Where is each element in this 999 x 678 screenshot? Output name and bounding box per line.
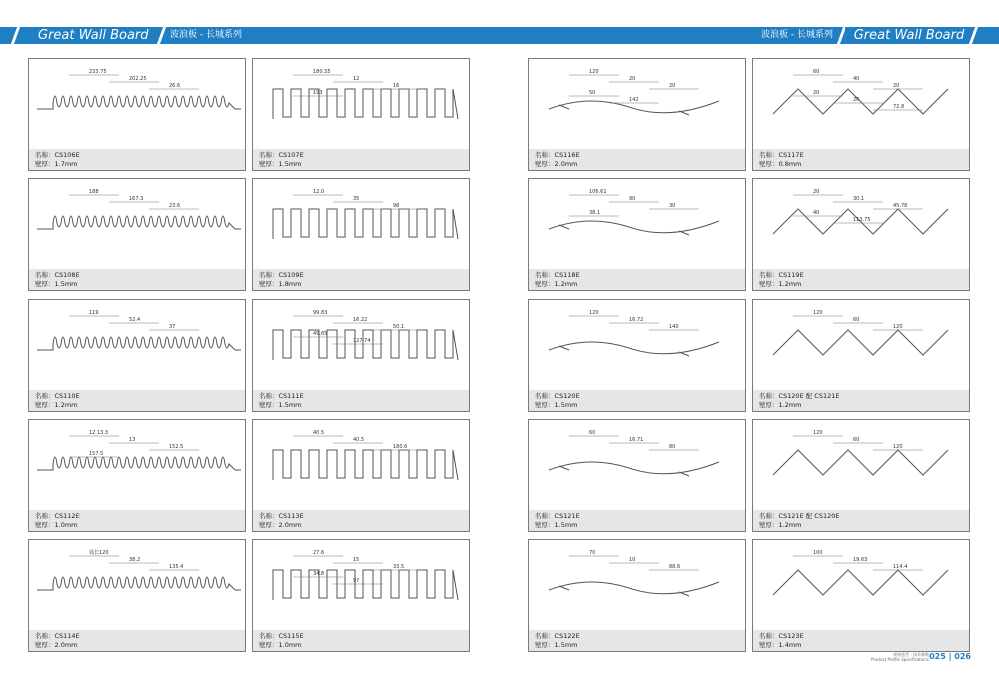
card-caption: [29, 510, 245, 531]
profile-card: [252, 178, 470, 291]
dimension-label: 40: [813, 210, 820, 216]
profile-drawing: [29, 179, 247, 269]
dimension-label: 45.78: [893, 203, 908, 209]
profile-name: 名称：CS115E: [259, 632, 304, 640]
card-caption: [253, 390, 469, 411]
dimension-label: 98: [393, 203, 400, 209]
profile-card: [528, 419, 746, 532]
profile-thickness: 壁厚：2.0mm: [35, 641, 78, 649]
dimension-label: 52.4: [129, 317, 141, 323]
dimension-label: 60: [589, 430, 596, 436]
profile-card: [752, 419, 970, 532]
card-caption: [753, 510, 969, 531]
card-caption: [753, 269, 969, 290]
profile-thickness: 壁厚：1.5mm: [535, 521, 578, 529]
profile-outline: [37, 216, 241, 229]
profile-name: 名称：CS118E: [535, 271, 580, 279]
profile-card: [252, 299, 470, 412]
dimension-label: 70: [589, 550, 596, 556]
profile-name: 名称：CS120E 配 CS121E: [759, 392, 840, 400]
dimension-label: 97: [353, 578, 360, 584]
dimension-label: 114.4: [893, 564, 908, 570]
dimension-label: 119: [89, 310, 99, 316]
profile-name: 名称：CS114E: [35, 632, 80, 640]
dimension-label: 16.72: [629, 317, 644, 323]
dimension-label: 140: [669, 324, 679, 330]
dimension-label: 33.5: [393, 564, 405, 570]
dimension-label: 38.2: [129, 557, 141, 563]
profile-drawing: [253, 179, 471, 269]
dimension-label: 20: [893, 83, 900, 89]
card-caption: [253, 510, 469, 531]
dimension-label: 12: [353, 76, 360, 82]
dimension-label: 40: [853, 76, 860, 82]
dimension-label: 152.5: [169, 444, 184, 450]
dimension-label: 弧长120: [89, 550, 109, 556]
dimension-label: 167.3: [129, 196, 144, 202]
dimension-label: 15: [353, 557, 360, 563]
card-caption: [753, 390, 969, 411]
profile-card: [252, 419, 470, 532]
profile-outline: [773, 330, 948, 355]
profile-thickness: 壁厚：1.7mm: [35, 160, 78, 168]
profile-card: [28, 178, 246, 291]
dimension-label: 157.5: [89, 451, 104, 457]
dimension-label: 40.5: [353, 437, 365, 443]
profile-outline: [773, 450, 948, 475]
profile-name: 名称：CS111E: [259, 392, 304, 400]
profile-drawing: [753, 300, 971, 390]
dimension-label: 90: [629, 196, 636, 202]
profile-drawing: [29, 300, 247, 390]
profile-name: 名称：CS107E: [259, 151, 304, 159]
profile-thickness: 壁厚：1.2mm: [759, 401, 802, 409]
dimension-label: 113.75: [853, 217, 871, 223]
profile-thickness: 壁厚：1.5mm: [259, 160, 302, 168]
dimension-label: 20: [629, 76, 636, 82]
profile-card: [752, 299, 970, 412]
dimension-label: 120: [589, 69, 599, 75]
dimension-label: 13: [129, 437, 136, 443]
header-right-subtitle: 波浪板 - 长城系列: [761, 30, 833, 40]
dimension-label: 10: [629, 557, 636, 563]
card-caption: [529, 390, 745, 411]
page-numbers: 025 | 026: [929, 652, 971, 661]
profile-thickness: 壁厚：1.8mm: [259, 280, 302, 288]
dimension-label: 16.22: [353, 317, 368, 323]
profile-outline: [37, 457, 241, 470]
dimension-label: 60: [853, 317, 860, 323]
dimension-label: 38.1: [589, 210, 601, 216]
profile-drawing: [529, 179, 747, 269]
profile-thickness: 壁厚：2.0mm: [259, 521, 302, 529]
dimension-label: 50.1: [393, 324, 405, 330]
dimension-label: 88.6: [669, 564, 681, 570]
dimension-label: 120: [893, 324, 903, 330]
profile-drawing: [529, 59, 747, 149]
profile-outline: [549, 582, 719, 596]
header-left-subtitle: 波浪板 - 长城系列: [170, 30, 242, 40]
footer-note-line2: Product Profile Specifications: [871, 657, 929, 662]
profile-drawing: [753, 179, 971, 269]
dimension-label: 12.0: [313, 189, 325, 195]
header-right-title: Great Wall Board: [845, 27, 973, 44]
profile-card: [752, 178, 970, 291]
dimension-label: 120: [813, 310, 823, 316]
profile-name: 名称：CS120E: [535, 392, 580, 400]
card-caption: [529, 630, 745, 651]
dimension-label: 35: [353, 196, 360, 202]
card-caption: [753, 149, 969, 170]
profile-drawing: [529, 540, 747, 630]
card-caption: [529, 149, 745, 170]
profile-card: [28, 299, 246, 412]
dimension-label: 23.6: [169, 203, 181, 209]
dimension-label: 20: [669, 83, 676, 89]
profile-thickness: 壁厚：1.5mm: [259, 401, 302, 409]
dimension-label: 40.5: [313, 430, 325, 436]
dimension-label: 20: [853, 97, 860, 103]
dimension-label: 34.8: [313, 571, 325, 577]
dimension-label: 127.74: [353, 338, 371, 344]
profile-card: [528, 299, 746, 412]
dimension-label: 180.35: [313, 69, 331, 75]
profile-card: [252, 539, 470, 652]
dimension-label: 142: [629, 97, 639, 103]
dimension-label: 100: [813, 550, 823, 556]
profile-name: 名称：CS117E: [759, 151, 804, 159]
dimension-label: 80: [669, 444, 676, 450]
dimension-label: 202.25: [129, 76, 147, 82]
profile-outline: [273, 89, 458, 119]
dimension-label: 16: [393, 83, 400, 89]
profile-drawing: [753, 420, 971, 510]
dimension-label: 72.8: [893, 104, 905, 110]
dimension-label: 60: [853, 437, 860, 443]
profile-name: 名称：CS106E: [35, 151, 80, 159]
profile-thickness: 壁厚：1.2mm: [35, 401, 78, 409]
profile-card: [28, 419, 246, 532]
header-left-title: Great Wall Board: [22, 27, 150, 44]
profile-name: 名称：CS116E: [535, 151, 580, 159]
profile-outline: [549, 221, 719, 235]
profile-outline: [549, 342, 719, 356]
profile-card: [752, 539, 970, 652]
profile-outline: [549, 462, 719, 476]
dimension-label: 120: [813, 430, 823, 436]
dimension-label: 120: [589, 310, 599, 316]
card-caption: [29, 269, 245, 290]
profile-outline: [273, 570, 458, 600]
profile-drawing: [253, 540, 471, 630]
profile-card: [528, 539, 746, 652]
dimension-label: 106.61: [589, 189, 607, 195]
dimension-label: 120: [893, 444, 903, 450]
dimension-label: 135.4: [169, 564, 184, 570]
profile-outline: [273, 209, 458, 239]
dimension-label: 12 13.3: [89, 430, 109, 436]
profile-card: [528, 58, 746, 171]
dimension-label: 37: [169, 324, 176, 330]
card-caption: [253, 269, 469, 290]
card-caption: [529, 510, 745, 531]
profile-outline: [273, 450, 458, 480]
dimension-label: 30.1: [853, 196, 865, 202]
profile-thickness: 壁厚：1.5mm: [35, 280, 78, 288]
profile-thickness: 壁厚：1.0mm: [35, 521, 78, 529]
profile-drawing: [753, 540, 971, 630]
profile-name: 名称：CS121E: [535, 512, 580, 520]
profile-card: [28, 539, 246, 652]
profile-drawing: [253, 420, 471, 510]
profile-drawing: [529, 420, 747, 510]
dimension-label: 49.65: [313, 331, 328, 337]
card-caption: [29, 630, 245, 651]
profile-thickness: 壁厚：1.2mm: [759, 280, 802, 288]
profile-drawing: [253, 59, 471, 149]
dimension-label: 233.75: [89, 69, 107, 75]
profile-drawing: [753, 59, 971, 149]
profile-name: 名称：CS108E: [35, 271, 80, 279]
profile-thickness: 壁厚：0.8mm: [759, 160, 802, 168]
profile-drawing: [29, 420, 247, 510]
profile-outline: [773, 570, 948, 595]
dimension-label: 20: [813, 189, 820, 195]
profile-thickness: 壁厚：1.2mm: [535, 280, 578, 288]
footer-note-line1: 规格选型 · 技术参数: [893, 652, 929, 657]
profile-name: 名称：CS110E: [35, 392, 80, 400]
card-caption: [29, 149, 245, 170]
card-caption: [253, 149, 469, 170]
profile-card: [528, 178, 746, 291]
profile-name: 名称：CS113E: [259, 512, 304, 520]
profile-drawing: [529, 300, 747, 390]
dimension-label: 16.71: [629, 437, 644, 443]
dimension-label: 19.63: [853, 557, 868, 563]
profile-thickness: 壁厚：1.2mm: [759, 521, 802, 529]
card-caption: [253, 630, 469, 651]
dimension-label: 180.6: [393, 444, 408, 450]
dimension-label: 50: [589, 90, 596, 96]
profile-name: 名称：CS109E: [259, 271, 304, 279]
profile-name: 名称：CS121E 配 CS120E: [759, 512, 840, 520]
profile-thickness: 壁厚：2.0mm: [535, 160, 578, 168]
profile-drawing: [29, 540, 247, 630]
profile-name: 名称：CS119E: [759, 271, 804, 279]
card-caption: [753, 630, 969, 651]
profile-outline: [273, 330, 458, 360]
profile-outline: [37, 96, 241, 109]
profile-name: 名称：CS112E: [35, 512, 80, 520]
profile-drawing: [253, 300, 471, 390]
footer-note: [871, 652, 929, 662]
dimension-label: 27.6: [313, 550, 325, 556]
profile-card: [252, 58, 470, 171]
card-caption: [29, 390, 245, 411]
dimension-label: 188: [89, 189, 99, 195]
profile-thickness: 壁厚：1.5mm: [535, 641, 578, 649]
profile-drawing: [29, 59, 247, 149]
profile-thickness: 壁厚：1.4mm: [759, 641, 802, 649]
profile-card: [752, 58, 970, 171]
card-caption: [529, 269, 745, 290]
profile-outline: [37, 337, 241, 350]
profile-card: [28, 58, 246, 171]
profile-name: 名称：CS122E: [535, 632, 580, 640]
dimension-label: 20: [813, 90, 820, 96]
profile-thickness: 壁厚：1.0mm: [259, 641, 302, 649]
dimension-label: 30: [669, 203, 676, 209]
profile-name: 名称：CS123E: [759, 632, 804, 640]
profile-thickness: 壁厚：1.5mm: [535, 401, 578, 409]
profile-outline: [37, 577, 241, 590]
dimension-label: 99.83: [313, 310, 328, 316]
dimension-label: 60: [813, 69, 820, 75]
dimension-label: 26.6: [169, 83, 181, 89]
dimension-label: 193: [313, 90, 323, 96]
